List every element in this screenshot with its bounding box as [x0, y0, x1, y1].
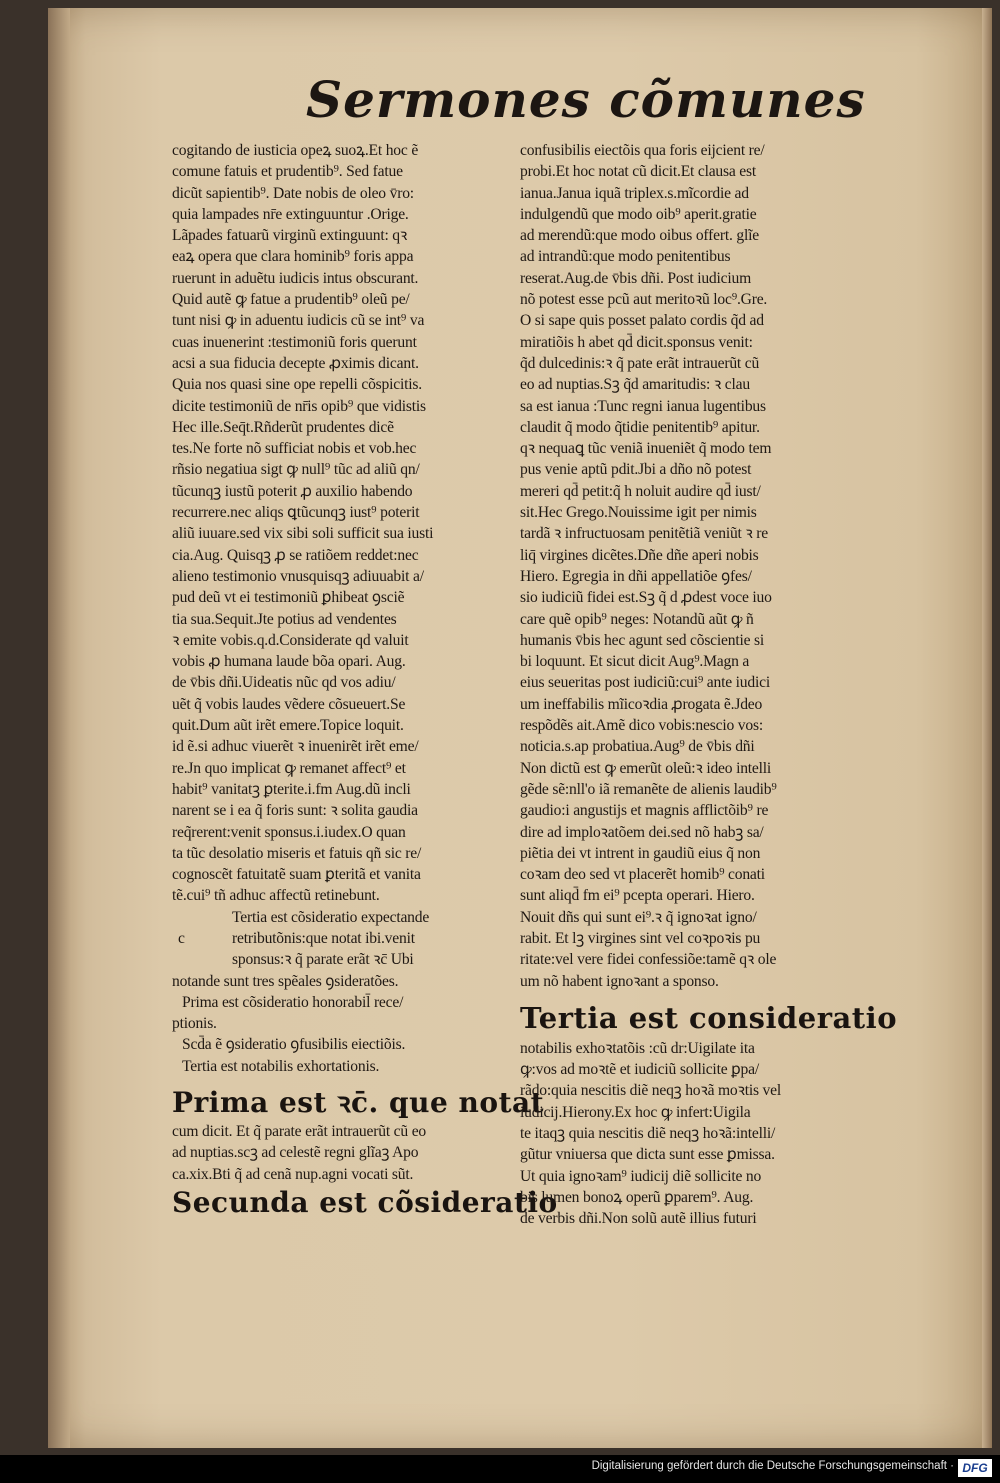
text-line [520, 1144, 870, 1165]
text-line-content: pud deũ vt ei testimoniũ ꝑhibeat ꝯsciẽ [172, 589, 405, 607]
text-line-content: ruerunt in aduẽtu iudicis intus obscurant. [172, 269, 419, 287]
running-head: Sermones cõmunes [306, 70, 866, 129]
text-line-content: ta tũc desolatio miseris et fatuis qñ sic re/ [172, 844, 422, 862]
text-line [520, 779, 870, 800]
text-line-content: dicite testimoniũ de nr̄is opib⁹ que vidistis [172, 397, 426, 415]
text-line [520, 672, 870, 693]
list-item-text: Prima est cõsideratio honorabil̄ rece/ [182, 993, 404, 1011]
text-line [172, 332, 510, 353]
text-line-content: Lãpades fatuarũ virginũ extinguunt: qꝛ [172, 227, 408, 245]
text-line-content: quit.Dum aũt irẽt emere.Topice loquit. [172, 717, 404, 735]
text-line-content: piẽtia dei vt intrent in gaudiũ eius q̃ non [520, 844, 761, 862]
text-line-content: notabilis exhoꝛtatõis :cũ dr:Uigilate ita [520, 1039, 755, 1057]
text-line [520, 1187, 870, 1208]
text-line [520, 800, 870, 821]
text-line-content: coꝛam deo sed vt placerẽt homib⁹ conati [520, 866, 765, 884]
text-line-content: liq̄ virgines dicẽtes.Dñe dñe aperi nobis [520, 546, 759, 564]
text-line [520, 246, 870, 267]
text-line-content: cia.Aug. Quisqꝫ ꝓ se ratiõem reddet:nec [172, 546, 419, 564]
text-line [520, 1059, 870, 1080]
text-line-content: cognoscẽt fatuitatẽ suam ꝑteritã et vanita [172, 866, 421, 884]
text-line-content: Ut quia ignoꝛam⁹ iudicij diẽ sollicite no [520, 1167, 762, 1185]
tertia-exhortation-text [520, 1038, 870, 1230]
text-line [172, 417, 510, 438]
text-line [520, 161, 870, 182]
text-line-content: gẽde sẽ:nll'o iã remanẽte de alienis laudib⁹ [520, 780, 777, 798]
text-line [172, 843, 510, 864]
text-line-content: sponsus:ꝛ q̃ parate erãt ꝛc̄ Ubi [232, 951, 414, 969]
text-line-content: bis lumen bonoꝝ operũ ꝑparem⁹. Aug. [520, 1188, 754, 1206]
text-line-content: O si sape quis posset palato cordis q̃d ad [520, 312, 764, 330]
text-line [172, 672, 510, 693]
tertia-heading: Tertia est consideratio [520, 1000, 898, 1035]
text-line [172, 1121, 510, 1142]
text-line-content: tũcunqꝫ iustũ poterit ꝓ auxilio habendo [172, 482, 413, 500]
text-line-content: ad nuptias.scꝫ ad celestẽ regni glĩaꝫ Apo [172, 1144, 419, 1162]
text-line-content: habit⁹ vanitatꝫ ꝑterite.i.fm Aug.dũ incli [172, 780, 411, 798]
text-line [172, 204, 510, 225]
secunda-heading: Secunda est cõsideratio [172, 1185, 558, 1219]
text-line [172, 545, 510, 566]
text-line [172, 183, 510, 204]
list-item [172, 992, 510, 1013]
text-line [520, 459, 870, 480]
text-line-content: sa est ianua :Tunc regni ianua lugentibus [520, 397, 766, 415]
text-line-content: te itaqꝫ quia nescitis diẽ neqꝫ hoꝛã:intelli/ [520, 1125, 776, 1143]
text-line-content: tunt nisi ꝙ in aduentu iudicis cũ se int⁹ va [172, 312, 425, 330]
text-line-content: aliũ iuuare.sed vix sibi soli sufficit sua iusti [172, 525, 434, 543]
text-line [520, 374, 870, 395]
text-line [520, 481, 870, 502]
text-line-content: ꝙ:vos ad moꝛtẽ et iudiciũ sollicite ꝑpa/ [520, 1061, 759, 1079]
tertia-text [172, 928, 510, 992]
text-line-content: rabit. Et lꝫ virgines sint vel coꝛpoꝛis pu [520, 929, 761, 947]
text-line [172, 822, 510, 843]
text-line [520, 140, 870, 161]
text-line-content: um ineffabilis mĩicoꝛdia ꝓrogata ẽ.Jdeo [520, 695, 763, 713]
text-line-content: humanis v̄bis hec agunt sed cõscientie si [520, 631, 765, 649]
text-line-content: ꝛ emite vobis.q.d.Considerate qd valuit [172, 631, 409, 649]
text-line [520, 651, 870, 672]
text-line-content: gaudio:i angustijs et magnis afflictõib⁹ re [520, 802, 769, 820]
text-line-content: notande sunt tres spẽales ꝯsideratões. [172, 972, 399, 990]
text-line-content: cum dicit. Et q̃ parate erãt intrauerũt cũ eo [172, 1123, 427, 1141]
text-line [172, 715, 510, 736]
text-line-content: sit.Hec Grego.Nouissime igit per nimis [520, 504, 757, 522]
margin-letter: c [178, 929, 185, 947]
text-line-content: mereri qd̄ petit:q̃ h noluit audire qd̄ iust/ [520, 482, 761, 500]
text-line [520, 694, 870, 715]
text-line-content: ad merendũ:que modo oibus offert. glĩe [520, 227, 759, 245]
text-line [172, 225, 510, 246]
text-line-content: sio iudiciũ fidei est.Sꝫ q̃ d ꝓdest voce iuo [520, 589, 772, 607]
text-line-content: Quia nos quasi sine ope repelli cõspicitis. [172, 376, 422, 394]
text-line-content: Hec ille.Seq̄t.Rñderũt prudentes dicẽ [172, 418, 394, 436]
text-line [520, 864, 870, 885]
text-line [172, 971, 510, 992]
text-line-content: tes.Ne forte nõ sufficiat nobis et vob.hec [172, 440, 417, 458]
text-line-content: confusibilis eiectõis qua foris eijcient re/ [520, 142, 765, 159]
text-line-content: rñsio negatiua sigt ꝙ null⁹ tũc ad aliũ qn/ [172, 461, 420, 479]
text-line-content: id ẽ.si adhuc viuerẽt ꝛ inuenirẽt irẽt eme/ [172, 738, 419, 756]
text-line-content: ritate:vel vere fidei confessiõe:tamẽ qꝛ ole [520, 951, 777, 969]
text-line [520, 332, 870, 353]
text-line [172, 289, 510, 310]
text-line [520, 545, 870, 566]
text-line [520, 715, 870, 736]
list-item [172, 1013, 510, 1034]
text-line-content: indulgendũ que modo oib⁹ aperit.gratie [520, 205, 757, 223]
text-line-content: cogitando de iusticia opeꝝ suoꝝ.Et hoc ẽ [172, 142, 419, 159]
footer-bar [0, 1455, 1000, 1483]
list-item-text: ptionis. [172, 1015, 217, 1033]
text-line [172, 523, 510, 544]
text-line-content: de verbis dñi.Non solũ autẽ illius futuri [520, 1210, 757, 1228]
text-line [520, 1102, 870, 1123]
text-line [520, 1166, 870, 1187]
text-line [520, 609, 870, 630]
right-main-text [520, 140, 870, 992]
text-line [172, 353, 510, 374]
text-line-content: recurrere.nec aliqs ꝗtũcunqꝫ iust⁹ poterit [172, 504, 420, 522]
text-line [520, 438, 870, 459]
text-line-content: dire ad imploꝛatõem dei.sed nõ habꝫ sa/ [520, 823, 764, 841]
text-line [520, 566, 870, 587]
text-line-content: miratiõis h abet qd̄ dicit.sponsus venit: [520, 333, 753, 351]
prima-text [172, 1121, 510, 1185]
text-line-content: respõdẽs ait.Amẽ dico vobis:nescio vos: [520, 717, 763, 735]
text-line [172, 459, 510, 480]
text-line [172, 374, 510, 395]
dfg-logo: DFG [958, 1459, 992, 1477]
text-line [172, 736, 510, 757]
text-line-content: Quid autẽ ꝙ fatue a prudentib⁹ oleũ pe/ [172, 291, 410, 309]
text-line [172, 864, 510, 885]
text-line [520, 183, 870, 204]
text-line [172, 949, 510, 970]
list-item [172, 1056, 510, 1077]
text-line-content: um nõ habent ignoꝛant a sponso. [520, 972, 719, 990]
left-column [172, 140, 558, 1221]
text-line-content: de v̄bis dñi.Uideatis nũc qd vos adiu/ [172, 674, 396, 692]
text-line [172, 587, 510, 608]
text-line-content: comune fatuis et prudentib⁹. Sed fatue [172, 163, 403, 181]
text-line [520, 289, 870, 310]
text-line-content: re.Jn quo implicat ꝙ remanet affect⁹ et [172, 759, 406, 777]
text-line-content: uẽt q̃ vobis laudes vẽdere cõsueuert.Se [172, 695, 406, 713]
text-line [172, 140, 510, 161]
page-edge [982, 8, 992, 1448]
text-line [520, 1123, 870, 1144]
text-line [172, 438, 510, 459]
text-line [520, 949, 870, 970]
consideration-list [172, 992, 510, 1077]
text-line [172, 246, 510, 267]
text-line [520, 1038, 870, 1059]
text-line [520, 204, 870, 225]
text-line-content: acsi a sua fiducia decepte ꝓximis dicant. [172, 354, 419, 372]
text-line [520, 843, 870, 864]
text-line-content: req̃rerent:venit sponsus.i.iudex.O quan [172, 823, 406, 841]
text-line [520, 907, 870, 928]
text-line [172, 758, 510, 779]
text-line-content: pus venie aptũ pdit.Jbi a dño nõ potest [520, 461, 752, 479]
text-line [520, 928, 870, 949]
text-line [172, 694, 510, 715]
text-line [520, 523, 870, 544]
text-line-content: quia lampades nr̄e extinguuntur .Orige. [172, 205, 409, 223]
text-line-content: probi.Et hoc notat cũ dicit.Et clausa est [520, 163, 757, 181]
text-line [520, 822, 870, 843]
text-line [172, 396, 510, 417]
text-line [520, 353, 870, 374]
text-line [520, 225, 870, 246]
text-line-content: qꝛ nequaꝗ tũc veniã inueniẽt q̃ modo tem [520, 440, 772, 458]
text-line [172, 1142, 510, 1163]
text-line [520, 310, 870, 331]
text-line-content: Non dictũ est ꝙ emerũt oleũ:ꝛ ideo intelli [520, 759, 772, 777]
text-line [520, 417, 870, 438]
text-line-content: iudicij.Hierony.Ex hoc ꝙ infert:Uigila [520, 1103, 751, 1121]
list-item [172, 1034, 510, 1055]
text-line-content: noticia.s.ap probatiua.Aug⁹ de v̄bis dñi [520, 738, 755, 756]
text-line-content: cuas inuenerint :testimoniũ foris querunt [172, 333, 417, 351]
text-line-content: eaꝝ opera que clara hominib⁹ foris appa [172, 248, 414, 266]
text-line [172, 609, 510, 630]
text-line-content: ianua.Janua iquã triplex.s.mĩcordie ad [520, 184, 749, 202]
text-line-content: sunt aliqd̄ fm ei⁹ pcepta operari. Hiero. [520, 887, 755, 905]
funding-credit: Digitalisierung gefördert durch die Deutsche Forschungsgemeinschaft · [591, 1460, 954, 1472]
text-line [520, 1080, 870, 1101]
text-line [520, 736, 870, 757]
text-line [172, 928, 510, 949]
text-line-content: q̃d dulcedinis:ꝛ q̃ pate erãt intrauerũt cũ [520, 354, 760, 372]
text-line [172, 779, 510, 800]
page-gutter [48, 8, 70, 1448]
text-line [520, 396, 870, 417]
text-line [172, 800, 510, 821]
text-line-content: bi loquunt. Et sicut dicit Aug⁹.Magn a [520, 653, 750, 671]
text-line-content: dicũt sapientib⁹. Date nobis de oleo v̄ro: [172, 184, 414, 202]
text-line-content: narent se i ea q̃ foris sunt: ꝛ solita gaudia [172, 802, 418, 820]
text-line [520, 502, 870, 523]
text-line-content: retributõnis:que notat ibi.venit [232, 929, 415, 947]
text-line [520, 1208, 870, 1229]
text-line-content: tia sua.Sequit.Jte potius ad vendentes [172, 610, 397, 628]
text-line-content: tẽ.cui⁹ tñ adhuc affectũ retinebunt. [172, 887, 380, 905]
text-line-content: care quẽ opib⁹ neges: Notandũ aũt ꝙ ñ [520, 610, 754, 628]
text-line-content: Hiero. Egregia in dñi appellatiõe ꝯfes/ [520, 567, 752, 585]
text-line [172, 651, 510, 672]
text-line-content: reserat.Aug.de v̄bis dñi. Post iudicium [520, 269, 752, 287]
prima-heading: Prima est ꝛc̄. que notat [172, 1086, 545, 1120]
text-line [172, 161, 510, 182]
text-line [172, 1164, 510, 1185]
text-line [172, 630, 510, 651]
text-line [172, 310, 510, 331]
text-line-content: ca.xix.Bti q̃ ad cenã nup.agni vocati sũt. [172, 1165, 414, 1183]
text-line-content: eius seueritas post iudiciũ:cui⁹ ante iudici [520, 674, 770, 692]
text-line-content: alieno testimonio vnusquisqꝫ adiuuabit a/ [172, 567, 424, 585]
text-line [172, 566, 510, 587]
text-line [520, 758, 870, 779]
text-line-content: nõ potest esse pcũ aut meritoꝛũ loc⁹.Gre. [520, 291, 768, 309]
text-line-content: eo ad nuptias.Sꝫ q̃d amaritudis: ꝛ clau [520, 376, 750, 394]
text-line [172, 502, 510, 523]
text-line-content: tardã ꝛ infructuosam penitẽtiã veniũt ꝛ re [520, 525, 768, 543]
text-line-content: vobis ꝓ humana laude bõa opari. Aug. [172, 653, 406, 671]
text-line [520, 268, 870, 289]
text-line [172, 885, 510, 906]
text-line [520, 971, 870, 992]
text-line-content: rãdo:quia nescitis diẽ neqꝫ hoꝛã moꝛtis vel [520, 1082, 781, 1100]
right-column [520, 140, 898, 1230]
text-line-content: Nouit dñs qui sunt ei⁹.ꝛ q̃ ignoꝛat igno/ [520, 908, 757, 926]
list-item-text: Tertia est notabilis exhortationis. [182, 1057, 380, 1075]
left-main-text [172, 140, 510, 907]
text-line-content: claudit q̃ modo q̃tidie penitentib⁹ apitur. [520, 418, 760, 436]
text-line [172, 481, 510, 502]
text-line-content: gũtur vniuersa que dicta sunt esse ꝑmissa. [520, 1146, 775, 1164]
tertia-first-line: Tertia est cõsideratio expectande [232, 908, 430, 926]
text-line [172, 268, 510, 289]
text-line [520, 630, 870, 651]
text-line [520, 885, 870, 906]
text-line-content: ad intrandũ:que modo penitentibus [520, 248, 731, 266]
list-item-text: Scd̄a ẽ ꝯsideratio ꝯfusibilis eiectiõis. [182, 1036, 406, 1054]
text-line [520, 587, 870, 608]
